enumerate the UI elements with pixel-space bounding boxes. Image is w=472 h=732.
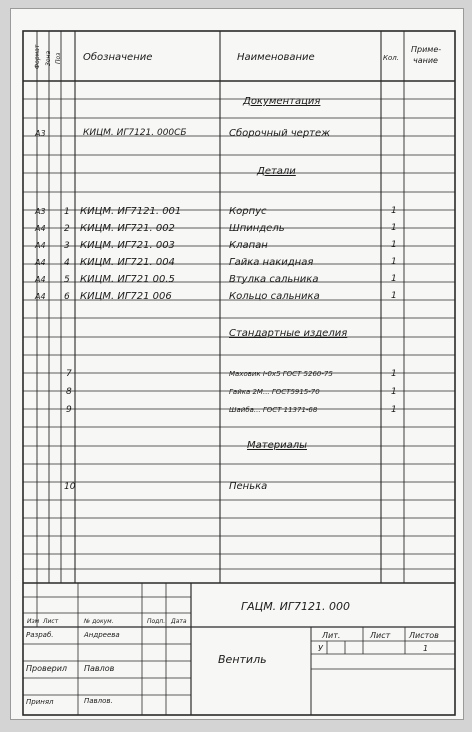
row7-qty: 1 xyxy=(391,369,397,379)
row6-pos: 6 xyxy=(64,292,70,302)
row7-pos: 7 xyxy=(66,369,72,379)
row5-designation: КИЦМ. ИГ721 00.5 xyxy=(80,274,175,285)
assembly-format: А3 xyxy=(35,129,46,138)
row5-pos: 5 xyxy=(64,275,70,285)
tb-person2: Павлов xyxy=(84,664,115,673)
header-pos: Поз xyxy=(55,52,62,64)
row9-name: Шайба... ГОСТ 11371-68 xyxy=(229,406,318,414)
row1-pos: 1 xyxy=(64,207,70,217)
row2-designation: КИЦМ. ИГ721. 002 xyxy=(80,223,175,234)
row2-qty: 1 xyxy=(391,223,397,233)
row8-pos: 8 xyxy=(66,387,72,397)
drawing-sheet xyxy=(10,8,464,720)
row6-designation: КИЦМ. ИГ721 006 xyxy=(80,291,172,302)
row3-format: А4 xyxy=(35,241,46,250)
row9-qty: 1 xyxy=(391,405,397,415)
row7-name: Маховик I-0х5 ГОСТ 5260-75 xyxy=(229,370,333,378)
row10-pos: 10 xyxy=(64,482,76,492)
tb-izm: Изм xyxy=(27,618,40,625)
header-qty: Кол. xyxy=(383,54,399,62)
row2-format: А4 xyxy=(35,224,46,233)
tb-sheets-value: 1 xyxy=(423,644,429,653)
row5-name: Втулка сальника xyxy=(229,274,319,285)
tb-date: Дата xyxy=(171,618,187,625)
tb-doc-no: № докум. xyxy=(84,618,114,625)
row6-name: Кольцо сальника xyxy=(229,291,320,302)
row3-qty: 1 xyxy=(391,240,397,250)
header-name: Наименование xyxy=(237,52,315,63)
row4-qty: 1 xyxy=(391,257,397,267)
tb-sign: Подп. xyxy=(147,618,166,625)
row2-pos: 2 xyxy=(64,224,70,234)
row8-qty: 1 xyxy=(391,387,397,397)
section-materials: Материалы xyxy=(247,440,307,451)
row5-qty: 1 xyxy=(391,274,397,284)
row6-qty: 1 xyxy=(391,291,397,301)
row1-name: Корпус xyxy=(229,206,267,217)
section-documentation: Документация xyxy=(243,96,321,107)
row4-format: А4 xyxy=(35,258,46,267)
tb-role1: Разраб. xyxy=(26,631,54,639)
row9-pos: 9 xyxy=(66,405,72,415)
tb-list: Лист xyxy=(43,618,59,625)
header-designation: Обозначение xyxy=(83,52,153,63)
specification-grid xyxy=(11,9,463,719)
row6-format: А4 xyxy=(35,292,46,301)
row1-qty: 1 xyxy=(391,206,397,216)
header-note-line2: чание xyxy=(413,56,438,65)
row3-name: Клапан xyxy=(229,240,268,251)
assembly-name: Сборочный чертеж xyxy=(229,128,331,139)
header-format: Формат xyxy=(34,44,41,69)
tb-sheet: Лист xyxy=(370,631,391,640)
tb-sheets: Листов xyxy=(409,631,439,640)
assembly-designation: КИЦМ. ИГ7121. 000СБ xyxy=(83,128,187,138)
tb-role3: Принял xyxy=(26,698,54,706)
row1-format: А3 xyxy=(35,207,46,216)
header-zone: Зона xyxy=(45,50,52,66)
title-block-doc-code: ГАЦМ. ИГ7121. 000 xyxy=(241,600,351,613)
tb-lit: Лит. xyxy=(322,631,341,640)
header-note-line1: Приме- xyxy=(411,45,442,54)
row3-designation: КИЦМ. ИГ721. 003 xyxy=(80,240,175,251)
row2-name: Шпиндель xyxy=(229,223,285,234)
row4-name: Гайка накидная xyxy=(229,257,314,268)
row10-name: Пенька xyxy=(229,481,268,492)
tb-person1: Андреева xyxy=(84,631,120,639)
tb-person3: Павлов. xyxy=(84,697,113,705)
row3-pos: 3 xyxy=(64,241,70,251)
tb-role2: Проверил xyxy=(26,664,68,673)
row1-designation: КИЦМ. ИГ7121. 001 xyxy=(80,206,182,217)
section-standard: Стандартные изделия xyxy=(229,328,348,339)
row4-designation: КИЦМ. ИГ721. 004 xyxy=(80,257,175,268)
section-details: Детали xyxy=(257,166,296,177)
row5-format: А4 xyxy=(35,275,46,284)
row4-pos: 4 xyxy=(64,258,70,268)
tb-lit-value: У xyxy=(318,644,323,653)
title-block-title: Вентиль xyxy=(218,653,267,666)
row8-name: Гайка 2М... ГОСТ5915-70 xyxy=(229,388,320,396)
